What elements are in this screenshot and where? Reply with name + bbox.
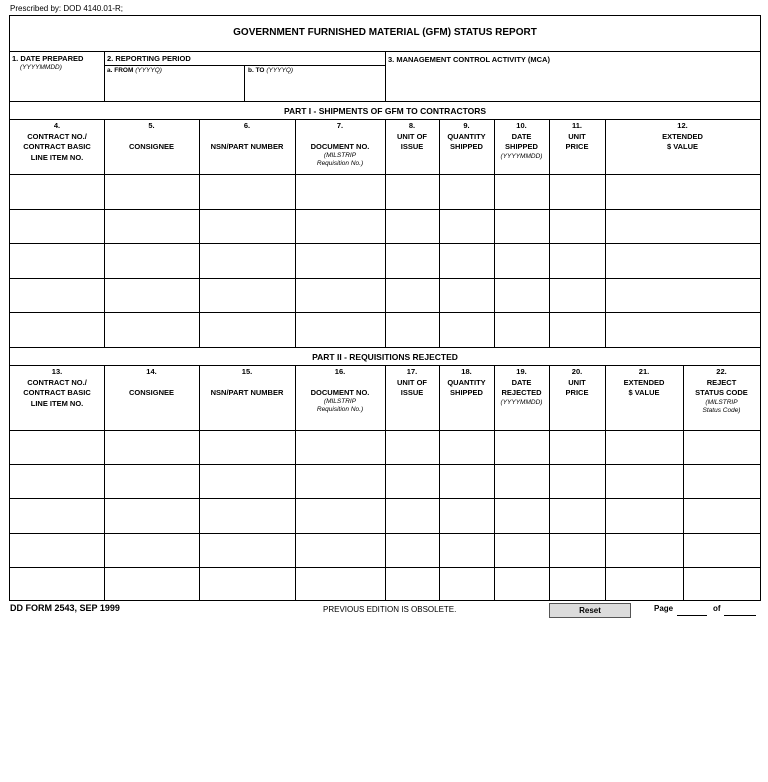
part2-cell[interactable]	[440, 431, 493, 463]
part2-cell[interactable]	[296, 499, 384, 531]
part1-cell[interactable]	[386, 313, 438, 346]
spacer	[295, 132, 385, 142]
part2-cell[interactable]	[440, 534, 493, 566]
part2-column-header	[199, 367, 295, 398]
part1-cell[interactable]	[200, 244, 294, 277]
column-number: 8.	[408, 121, 416, 130]
column-title-line: SHIPPED	[450, 142, 483, 151]
column-title-line: NSN/PART NUMBER	[210, 387, 284, 397]
column-number: 9.	[463, 121, 470, 130]
part2-column-header	[549, 367, 605, 399]
part2-column-header	[605, 367, 683, 399]
column-title-line: REJECTED	[501, 388, 542, 397]
divider	[10, 101, 760, 102]
column-title-line: QUANTITY	[447, 377, 486, 387]
part2-cell[interactable]	[11, 534, 103, 566]
part1-column-header	[439, 121, 494, 153]
part2-cell[interactable]	[11, 431, 103, 463]
mca-label: 3. MANAGEMENT CONTROL ACTIVITY (MCA)	[388, 55, 550, 64]
spacer	[104, 378, 199, 388]
part2-column-header	[295, 367, 385, 414]
form-title: GOVERNMENT FURNISHED MATERIAL (GFM) STATUS REPORT	[233, 27, 537, 38]
reporting-period-label: 2. REPORTING PERIOD	[107, 54, 191, 63]
column-title-line: UNIT	[568, 131, 586, 141]
part2-cell[interactable]	[550, 534, 604, 566]
column-hint: (MILSTRIP	[705, 398, 738, 406]
column-number: 21.	[638, 367, 650, 376]
column-title-line: QUANTITY	[447, 131, 486, 141]
part2-cell[interactable]	[684, 431, 759, 463]
part2-cell[interactable]	[386, 568, 438, 600]
divider	[10, 347, 760, 348]
part1-cell[interactable]	[11, 244, 103, 277]
column-title-line: CONTRACT BASIC	[23, 388, 91, 397]
part1-column-header	[549, 121, 605, 153]
column-hint: (MILSTRIP	[323, 398, 357, 405]
column-number: 12.	[677, 121, 688, 130]
part1-column-header	[494, 121, 549, 161]
column-title-line: CONTRACT NO./	[27, 131, 87, 141]
column-number: 22.	[716, 367, 727, 376]
part1-cell[interactable]	[200, 210, 294, 243]
to-label	[248, 67, 293, 74]
part2-cell[interactable]	[550, 568, 604, 600]
page-total-field[interactable]	[724, 615, 756, 616]
part2-column-header	[385, 367, 439, 399]
column-title-line: EXTENDED	[662, 131, 703, 141]
part2-cell[interactable]	[495, 465, 548, 497]
part2-cell[interactable]	[495, 499, 548, 531]
part1-cell[interactable]	[550, 175, 604, 208]
part1-cell[interactable]	[105, 244, 198, 277]
part1-column-header	[385, 121, 439, 153]
column-hint: Requisition No.)	[316, 160, 364, 167]
part1-cell[interactable]	[11, 175, 103, 208]
part1-cell[interactable]	[440, 313, 493, 346]
part1-cell[interactable]	[105, 210, 198, 243]
spacer	[104, 132, 199, 142]
part1-cell[interactable]	[606, 279, 759, 312]
part2-cell[interactable]	[440, 465, 493, 497]
column-number: 14.	[146, 367, 157, 376]
part2-cell[interactable]	[386, 499, 438, 531]
to-field[interactable]	[245, 76, 384, 100]
column-number: 11.	[571, 121, 582, 130]
part1-cell[interactable]	[440, 279, 493, 312]
part2-column-header	[494, 367, 549, 407]
part2-cell[interactable]	[296, 568, 384, 600]
column-title-line: CONTRACT NO./	[27, 377, 87, 387]
part2-cell[interactable]	[200, 465, 294, 497]
part1-cell[interactable]	[550, 210, 604, 243]
date-prepared-hint: (YYYYMMDD)	[20, 64, 62, 71]
column-hint: (MILSTRIP	[323, 152, 357, 159]
part2-column-header	[439, 367, 494, 399]
part1-cell[interactable]	[296, 210, 384, 243]
column-number: 17.	[406, 367, 418, 376]
part1-cell[interactable]	[296, 313, 384, 346]
part2-cell[interactable]	[684, 499, 759, 531]
column-number: 6.	[243, 121, 251, 130]
part2-cell[interactable]	[606, 465, 682, 497]
part1-column-header	[104, 121, 199, 152]
part1-cell[interactable]	[606, 313, 759, 346]
column-title-line: SHIPPED	[450, 388, 483, 397]
part1-cell[interactable]	[550, 313, 604, 346]
column-title-line: SHIPPED	[505, 142, 538, 151]
from-label-text: a. FROM	[107, 67, 134, 74]
part1-column-header	[605, 121, 760, 153]
part1-cell[interactable]	[200, 279, 294, 312]
column-number: 15.	[241, 367, 253, 376]
part2-cell[interactable]	[386, 534, 438, 566]
part1-cell[interactable]	[495, 210, 548, 243]
part2-cell[interactable]	[200, 568, 294, 600]
part2-cell[interactable]	[296, 534, 384, 566]
part1-cell[interactable]	[11, 210, 103, 243]
part2-cell[interactable]	[105, 465, 198, 497]
column-title-line: UNIT OF	[397, 131, 427, 141]
column-number: 4.	[53, 121, 61, 130]
part1-cell[interactable]	[296, 279, 384, 312]
part2-column-header	[683, 367, 760, 415]
column-number: 16.	[334, 367, 346, 376]
part1-title: PART I - SHIPMENTS OF GFM TO CONTRACTORS	[283, 106, 487, 116]
part2-title: PART II - REQUISITIONS REJECTED	[312, 352, 458, 362]
part1-cell[interactable]	[440, 244, 493, 277]
part2-cell[interactable]	[11, 499, 103, 531]
part1-cell[interactable]	[440, 210, 493, 243]
part1-cell[interactable]	[11, 279, 103, 312]
column-title-line: $ VALUE	[628, 388, 660, 397]
part2-cell[interactable]	[105, 568, 198, 600]
part2-cell[interactable]	[386, 465, 438, 497]
column-title-line: EXTENDED	[623, 377, 665, 387]
column-title-line: DOCUMENT NO.	[310, 141, 370, 151]
column-title-line: DATE	[511, 377, 532, 387]
column-number: 5.	[148, 121, 155, 130]
column-title-line: LINE ITEM NO.	[30, 152, 84, 162]
part2-cell[interactable]	[684, 534, 759, 566]
part2-cell[interactable]	[105, 534, 198, 566]
part2-cell[interactable]	[606, 568, 682, 600]
part2-cell[interactable]	[495, 568, 548, 600]
part2-cell[interactable]	[200, 534, 294, 566]
part1-cell[interactable]	[105, 313, 198, 346]
part2-cell[interactable]	[550, 465, 604, 497]
page-label: Page	[654, 604, 674, 613]
part1-cell[interactable]	[386, 175, 438, 208]
page-number-field[interactable]	[677, 615, 707, 616]
part1-cell[interactable]	[495, 279, 548, 312]
column-title-line: REJECT	[706, 377, 737, 387]
column-title-line: UNIT OF	[397, 377, 427, 387]
part2-cell[interactable]	[606, 431, 682, 463]
mca-field[interactable]	[386, 65, 760, 100]
part1-cell[interactable]	[495, 175, 548, 208]
from-label	[107, 67, 162, 74]
part1-cell[interactable]	[386, 244, 438, 277]
to-hint: (YYYYQ)	[266, 67, 294, 74]
part2-cell[interactable]	[200, 499, 294, 531]
column-hint: (YYYYMMDD)	[500, 398, 543, 406]
column-number: 7.	[336, 121, 344, 130]
part1-column-header	[199, 121, 295, 152]
part1-cell[interactable]	[296, 244, 384, 277]
part1-cell[interactable]	[606, 244, 759, 277]
part2-cell[interactable]	[606, 534, 682, 566]
column-title-line: ISSUE	[400, 388, 424, 397]
column-title-line: STATUS CODE	[695, 388, 748, 397]
form-id: DD FORM 2543, SEP 1999	[10, 603, 120, 613]
column-number: 18.	[461, 367, 472, 376]
part2-cell[interactable]	[11, 465, 103, 497]
part2-cell[interactable]	[550, 499, 604, 531]
column-title-line: $ VALUE	[666, 142, 699, 151]
part2-cell[interactable]	[11, 568, 103, 600]
part2-cell[interactable]	[105, 431, 198, 463]
spacer	[295, 378, 385, 388]
column-number: 20.	[571, 367, 583, 376]
part1-cell[interactable]	[495, 313, 548, 346]
column-title-line: LINE ITEM NO.	[30, 398, 84, 408]
part2-cell[interactable]	[296, 465, 384, 497]
gfm-status-form	[9, 15, 761, 601]
part1-cell[interactable]	[386, 210, 438, 243]
part1-cell[interactable]	[105, 279, 198, 312]
column-title-line: ISSUE	[400, 142, 424, 151]
part1-column-header	[10, 121, 104, 163]
part1-cell[interactable]	[550, 279, 604, 312]
column-number: 13.	[51, 367, 63, 376]
column-title-line: CONSIGNEE	[128, 387, 174, 397]
part1-cell[interactable]	[105, 175, 198, 208]
part1-cell[interactable]	[495, 244, 548, 277]
part1-cell[interactable]	[200, 313, 294, 346]
part2-cell[interactable]	[684, 465, 759, 497]
of-label: of	[713, 604, 721, 613]
obsolete-notice: PREVIOUS EDITION IS OBSOLETE.	[323, 605, 457, 614]
part2-cell[interactable]	[296, 431, 384, 463]
from-hint: (YYYYQ)	[135, 67, 162, 74]
column-title-line: UNIT	[568, 377, 586, 387]
part2-cell[interactable]	[495, 431, 548, 463]
part2-cell[interactable]	[606, 499, 682, 531]
to-label-text: b. TO	[248, 67, 265, 74]
column-title-line: DOCUMENT NO.	[310, 387, 370, 397]
column-number: 19.	[516, 367, 527, 376]
spacer	[199, 378, 295, 388]
column-hint: (YYYYMMDD)	[500, 152, 543, 160]
part1-column-header	[295, 121, 385, 168]
part2-cell[interactable]	[200, 431, 294, 463]
column-hint: Requisition No.)	[316, 406, 364, 413]
date-prepared-field[interactable]	[11, 72, 103, 100]
part1-cell[interactable]	[11, 313, 103, 346]
prescribed-by: Prescribed by: DOD 4140.01-R;	[10, 4, 123, 13]
reset-button[interactable]: Reset	[549, 603, 631, 618]
part1-cell[interactable]	[386, 279, 438, 312]
part2-cell[interactable]	[440, 568, 493, 600]
part2-column-header	[10, 367, 104, 409]
part2-cell[interactable]	[386, 431, 438, 463]
column-title-line: DATE	[511, 131, 532, 141]
column-title-line: CONSIGNEE	[128, 141, 174, 151]
part2-cell[interactable]	[440, 499, 493, 531]
part1-cell[interactable]	[296, 175, 384, 208]
column-title-line: NSN/PART NUMBER	[210, 141, 284, 151]
spacer	[199, 132, 295, 142]
column-hint: Status Code)	[702, 406, 741, 414]
part1-cell[interactable]	[606, 175, 759, 208]
part1-cell[interactable]	[440, 175, 493, 208]
part2-cell[interactable]	[550, 431, 604, 463]
column-title-line: PRICE	[565, 142, 589, 151]
part2-column-header	[104, 367, 199, 398]
column-title-line: CONTRACT BASIC	[23, 142, 91, 151]
part2-cell[interactable]	[684, 568, 759, 600]
column-number: 10.	[516, 121, 527, 130]
part1-cell[interactable]	[606, 210, 759, 243]
column-title-line: PRICE	[565, 388, 589, 397]
date-prepared-label: 1. DATE PREPARED	[12, 54, 84, 63]
from-field[interactable]	[105, 76, 243, 100]
part2-cell[interactable]	[105, 499, 198, 531]
part1-cell[interactable]	[550, 244, 604, 277]
part2-cell[interactable]	[495, 534, 548, 566]
part1-cell[interactable]	[200, 175, 294, 208]
